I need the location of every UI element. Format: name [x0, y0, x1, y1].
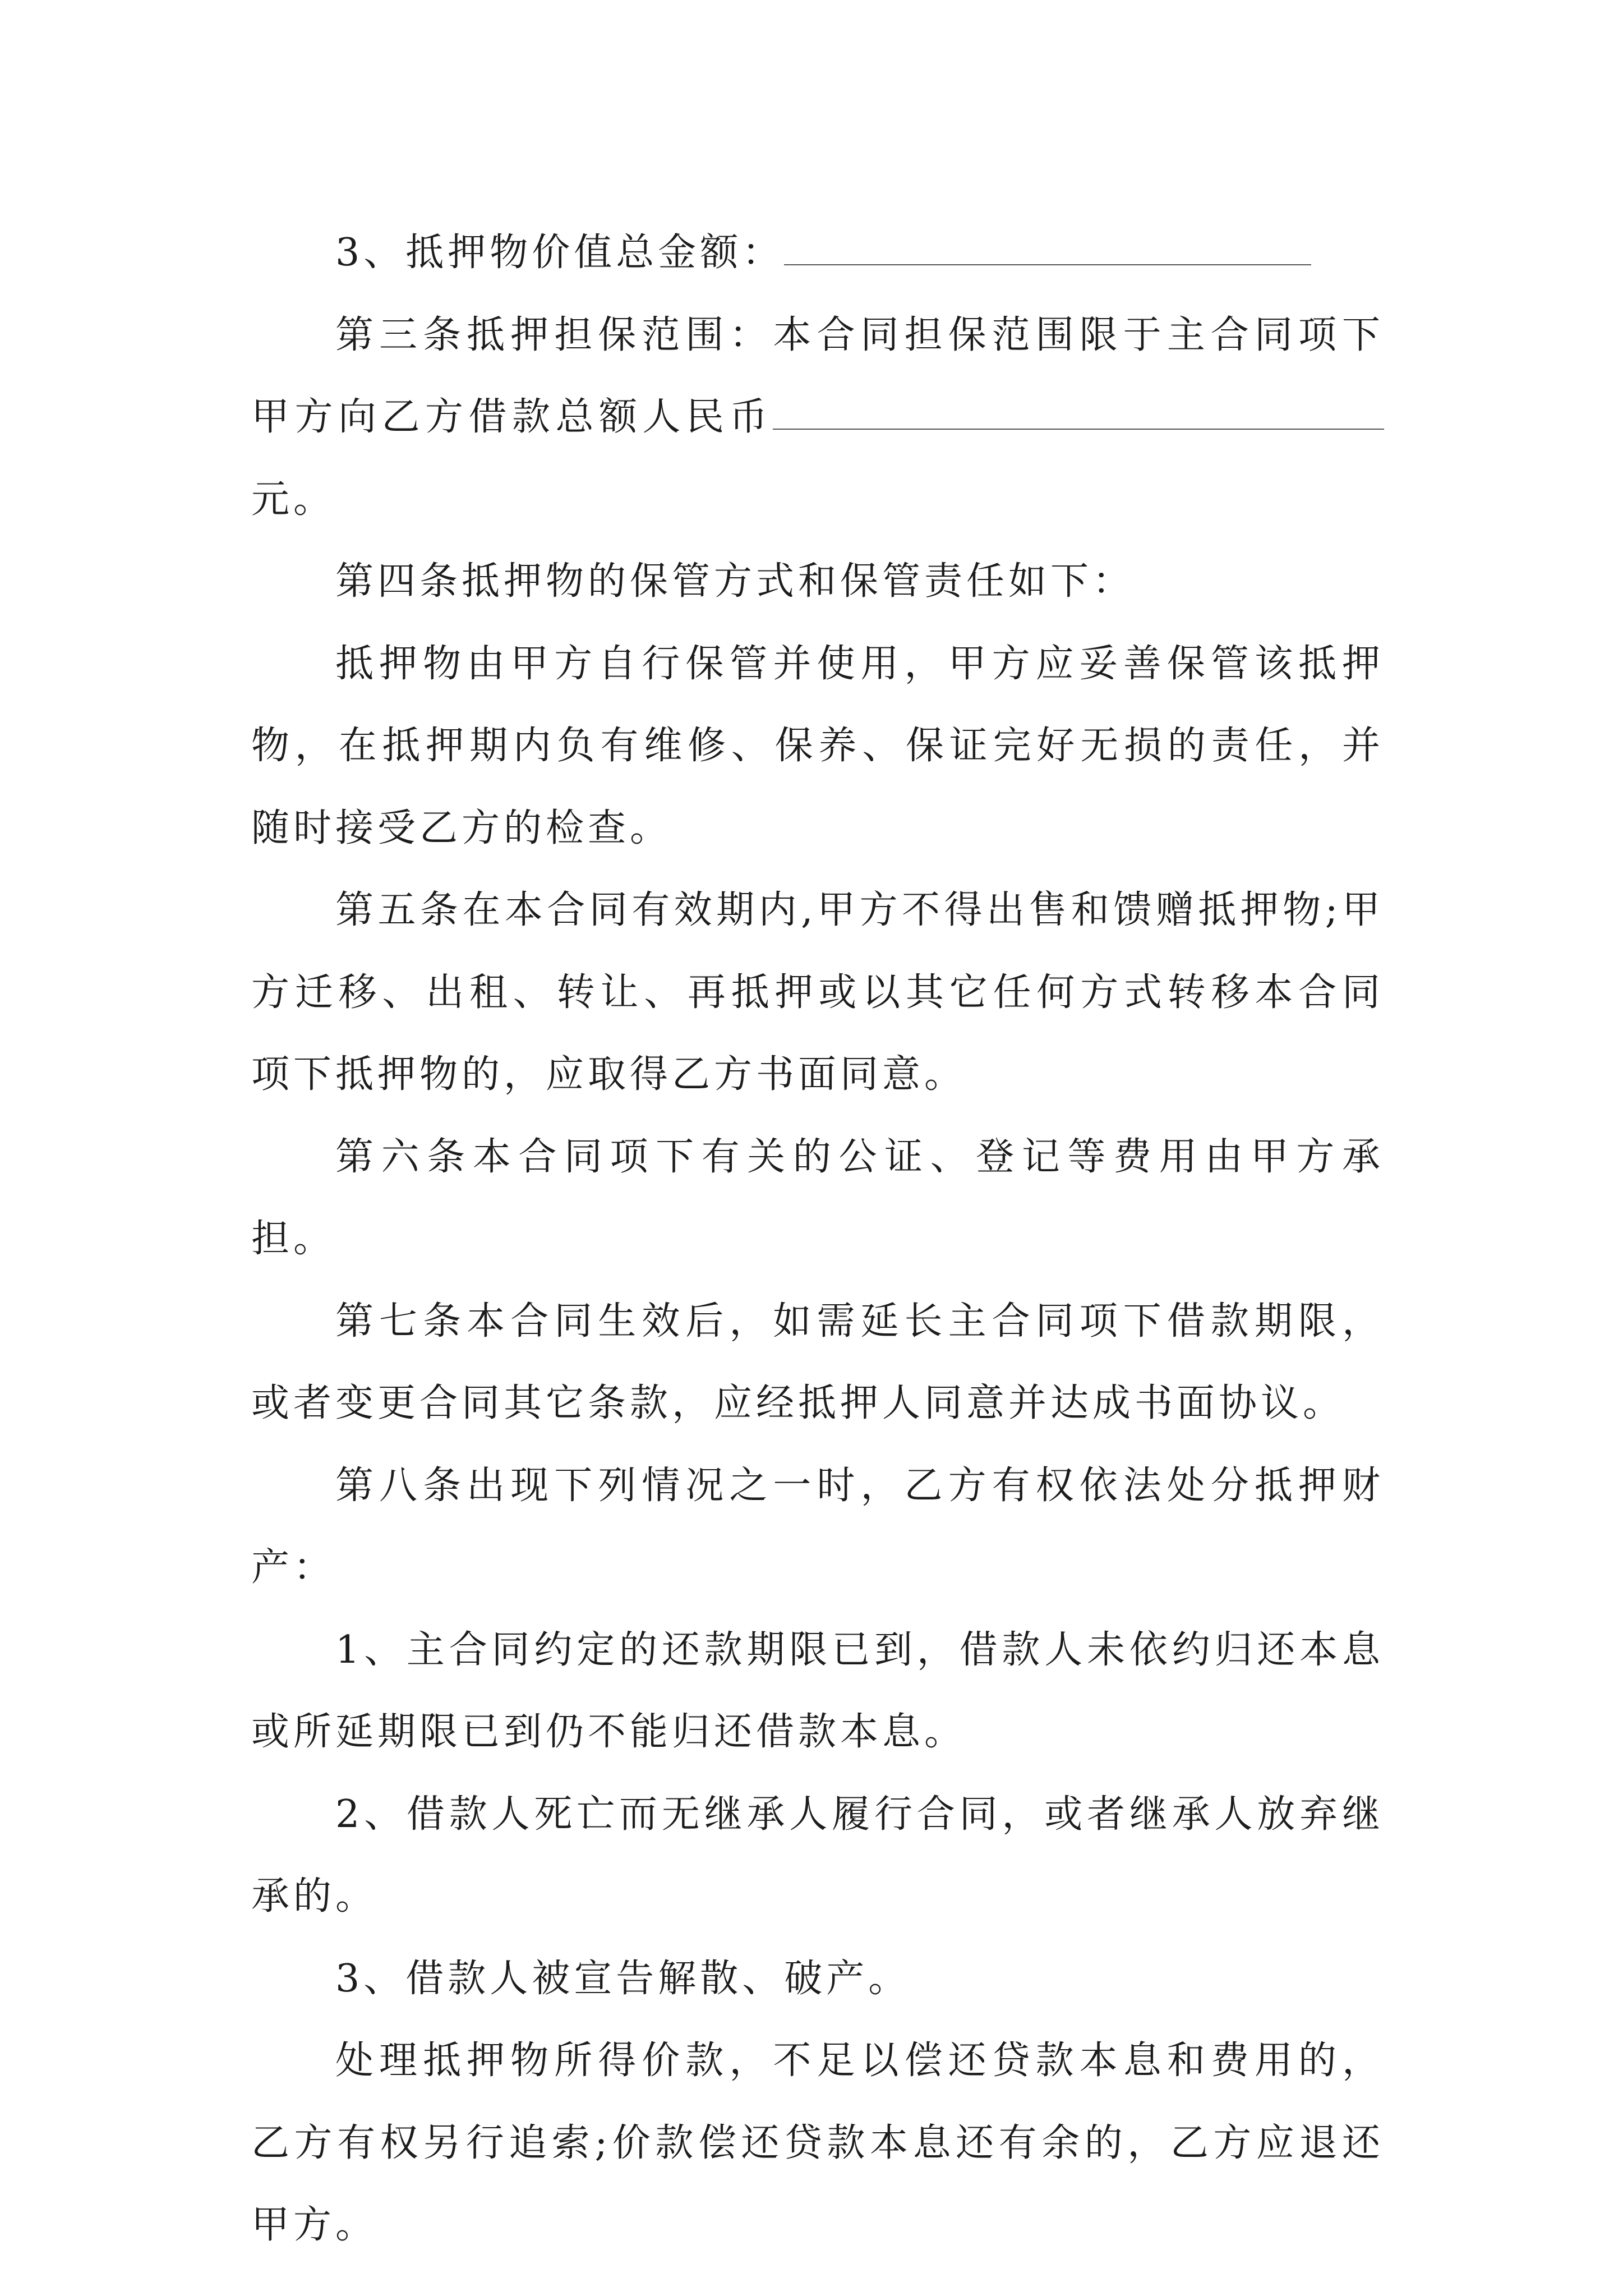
collateral-value-blank: [784, 226, 1311, 265]
paragraph-article-5: 第五条在本合同有效期内,甲方不得出售和馈赠抵押物;甲方迁移、出租、转让、再抵押或以其它任何方式转移本合同项下抵押物的，应取得乙方书面同意。: [251, 888, 1384, 1097]
paragraph-case-3: 3、借款人被宣告解散、破产。: [335, 1956, 911, 2001]
paragraph-article-6: 第六条本合同项下有关的公证、登记等费用由甲方承担。: [251, 1134, 1384, 1261]
article-3-unit: 元。: [251, 477, 336, 522]
paragraph-proceeds: 处理抵押物所得价款，不足以偿还贷款本息和费用的，乙方有权另行追索;价款偿还贷款本息还有余的，乙方应退还甲方。: [251, 2039, 1384, 2247]
paragraph-custody: 抵押物由甲方自行保管并使用，甲方应妥善保管该抵押物，在抵押期内负有维修、保养、保证完好无损的责任，并随时接受乙方的检查。: [251, 641, 1384, 850]
paragraph-collateral-value: [251, 212, 1384, 295]
loan-amount-blank: [773, 390, 1384, 430]
paragraph-article-4: 第四条抵押物的保管方式和保管责任如下：: [335, 559, 1135, 604]
paragraph-article-8: 第八条出现下列情况之一时，乙方有权依法处分抵押财产：: [251, 1463, 1384, 1590]
article-3-text: 第三条抵押担保范围：本合同担保范围限于主合同项下甲方向乙方借款总额人民币: [251, 312, 1384, 439]
paragraph-article-3: [251, 295, 1384, 541]
document-body: [251, 212, 1384, 2267]
collateral-value-label: 3、抵押物价值总金额：: [335, 231, 785, 275]
paragraph-case-2: 2、借款人死亡而无继承人履行合同，或者继承人放弃继承的。: [251, 1792, 1384, 1918]
paragraph-case-1: 1、主合同约定的还款期限已到，借款人未依约归还本息或所延期限已到仍不能归还借款本息。: [251, 1627, 1384, 1754]
paragraph-article-7: 第七条本合同生效后，如需延长主合同项下借款期限，或者变更合同其它条款，应经抵押人同意并达成书面协议。: [251, 1299, 1384, 1425]
